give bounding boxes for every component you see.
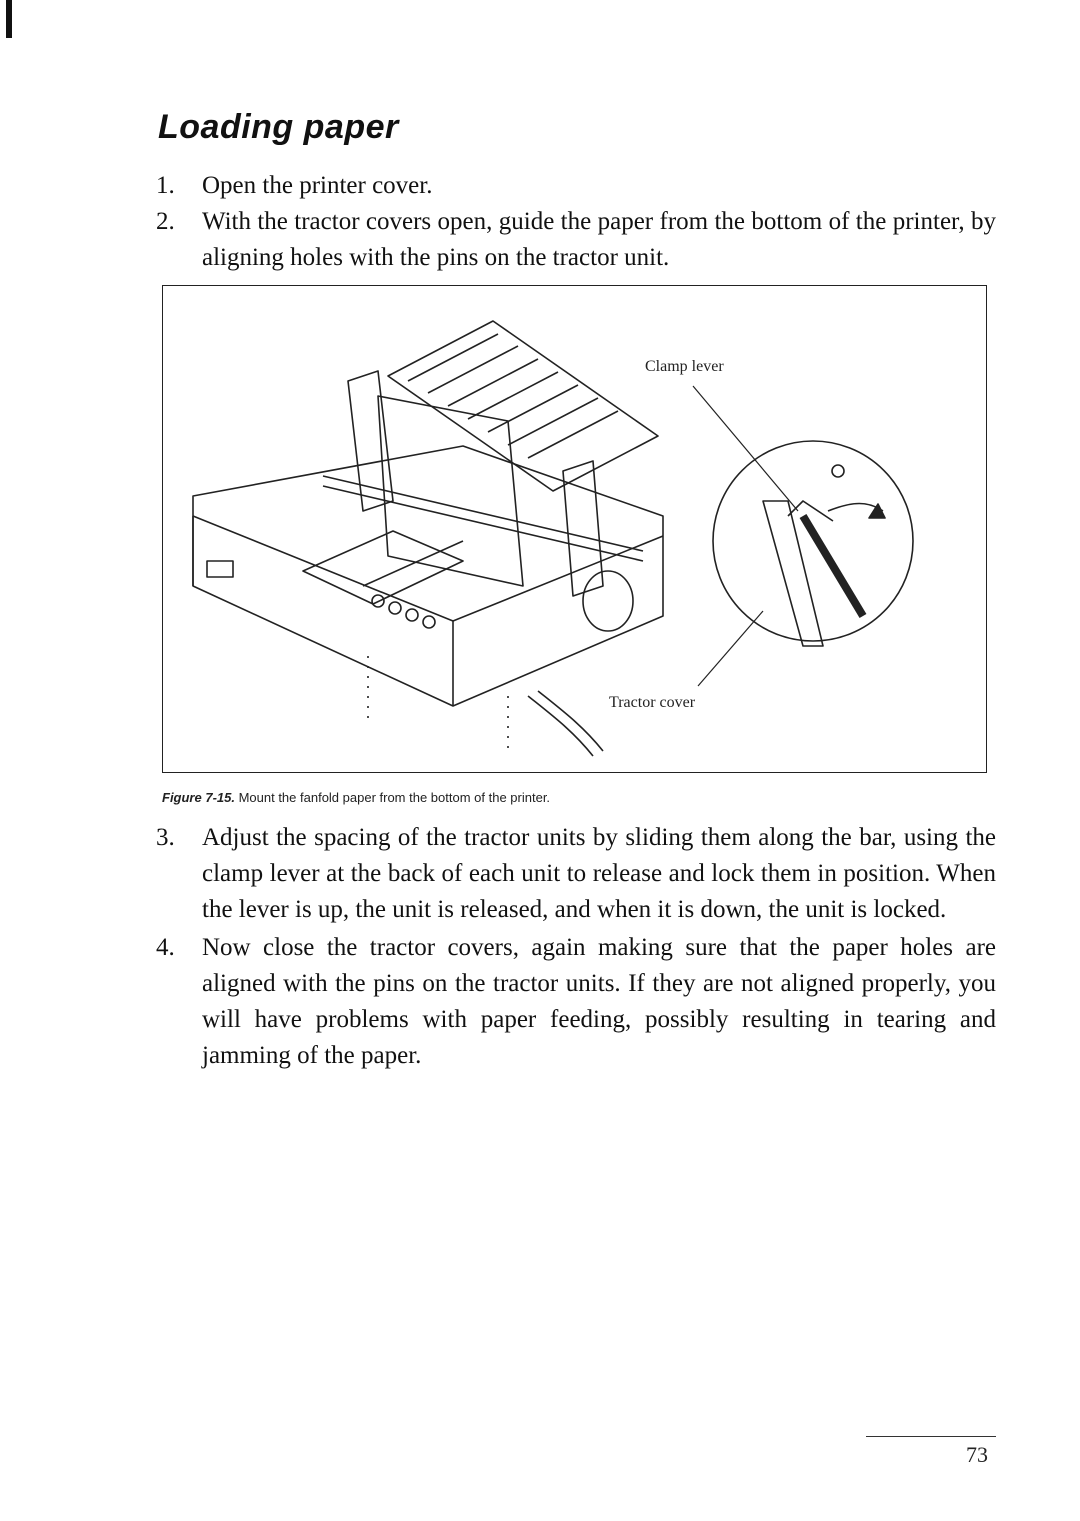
figure-caption-label: Figure 7-15. (162, 790, 235, 805)
page-edge-mark (6, 0, 12, 38)
step-text: With the tractor covers open, guide the paper from the bottom of the printer, by aligning holes with the pins on the tractor unit. (202, 208, 996, 271)
figure-box (162, 285, 987, 773)
page-title: Loading paper (158, 108, 399, 146)
figure-caption-text: Mount the fanfold paper from the bottom of the printer. (234, 790, 551, 805)
figure-caption (162, 790, 550, 805)
step-number: 4. (156, 934, 175, 961)
step-item (156, 204, 996, 276)
page-number: 73 (966, 1442, 988, 1467)
step-item (156, 820, 996, 928)
steps-list-bottom (156, 820, 996, 1076)
callout-tractor-cover: Tractor cover (609, 694, 696, 711)
steps-list-top (156, 168, 996, 276)
step-number: 1. (156, 172, 175, 199)
step-item (156, 168, 996, 204)
printer-illustration (163, 286, 988, 774)
step-number: 2. (156, 208, 175, 235)
step-number: 3. (156, 824, 175, 851)
callout-clamp-lever: Clamp lever (645, 358, 724, 375)
step-item (156, 930, 996, 1074)
step-text: Now close the tractor covers, again making sure that the paper holes are aligned with the pins on the tractor units. If they are not aligned properly, you will have problems with paper feeding, possibly resulting in tearing and jamming of the paper. (202, 934, 996, 1069)
footer-rule (866, 1436, 996, 1437)
step-text: Adjust the spacing of the tractor units by sliding them along the bar, using the clamp lever at the back of each unit to release and lock them in position. When the lever is up, the unit is released, and when it is down, the unit is locked. (202, 824, 996, 923)
step-text: Open the printer cover. (202, 172, 433, 199)
